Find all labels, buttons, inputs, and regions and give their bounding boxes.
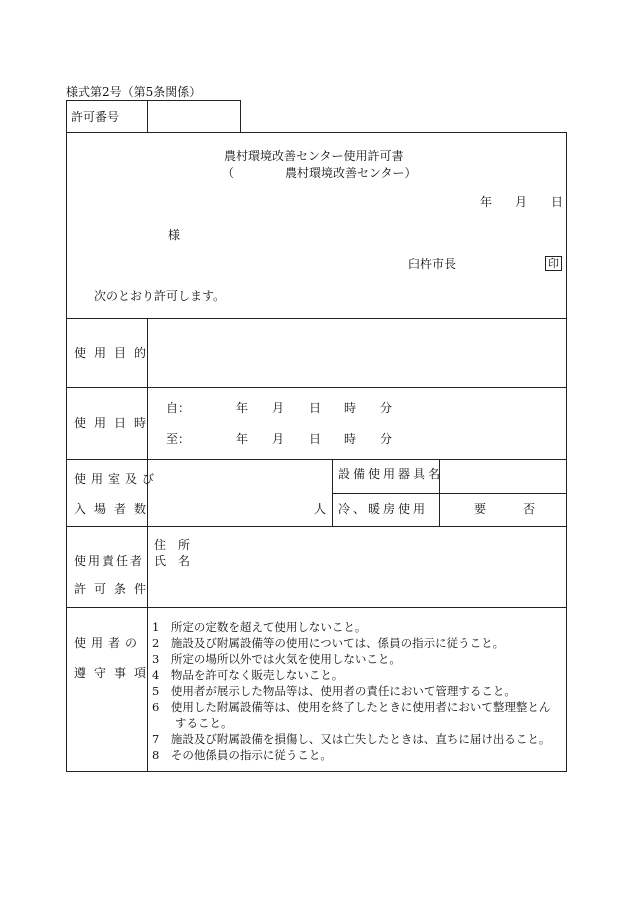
rule-item: 4 物品を許可なく販売しないこと。 [152,668,344,682]
date-day: 日 [551,195,564,209]
to-year: 年 [236,432,249,446]
person-unit: 人 [314,502,327,516]
date-year: 年 [480,195,493,209]
to-day: 日 [309,432,322,446]
from-month: 月 [272,401,285,415]
rule-item: 7 施設及び附属設備を損傷し、又は亡失したときは、直ちに届け出ること。 [152,732,551,746]
row-divider [66,318,567,319]
subtitle-facility: 農村環境改善センター） [285,166,417,180]
issuer-name: 臼杵市長 [408,257,457,271]
label-column-divider [147,318,148,772]
to-hour: 時 [344,432,357,446]
room-label-line2: 入場者数 [74,502,155,516]
column-divider [332,459,333,526]
name-label: 氏 名 [154,554,191,568]
from-label: 自： [166,401,191,415]
rules-label-line2: 遵守事項 [74,666,155,680]
to-label: 至： [166,432,191,446]
purpose-label: 使用目的 [74,346,155,360]
document-title: 農村環境改善センター使用許可書 [224,149,404,163]
row-divider [66,387,567,388]
row-divider [66,459,567,460]
from-hour: 時 [344,401,357,415]
row-divider [332,493,567,494]
subtitle-open-paren: （ [222,166,235,180]
date-month: 月 [515,195,528,209]
form-number-label: 様式第2号（第5条関係） [66,85,202,99]
from-day: 日 [309,401,322,415]
rule-item: 2 施設及び附属設備等の使用については、係員の指示に従うこと。 [152,636,505,650]
from-minute: 分 [380,401,393,415]
room-label-line1: 使用室及び [74,472,160,486]
aircon-label: 冷、暖房使用 [338,502,429,516]
row-divider [66,526,567,527]
address-label: 住 所 [154,538,191,552]
equipment-label: 設備使用器具名 [338,467,444,481]
responsible-label-line2: 許可条件 [74,582,155,596]
aircon-required[interactable]: 要 [474,502,487,516]
row-divider [66,607,567,608]
addressee-suffix: 様 [168,228,181,242]
permit-number-label: 許可番号 [71,110,120,124]
seal-mark: 印 [545,256,562,271]
rule-item: 8 その他係員の指示に従うこと。 [152,748,332,762]
to-minute: 分 [380,432,393,446]
to-month: 月 [272,432,285,446]
from-year: 年 [236,401,249,415]
rule-item: すること。 [152,716,233,730]
divider [147,100,148,133]
permit-statement: 次のとおり許可します。 [94,289,226,303]
datetime-label: 使用日時 [74,416,155,430]
rule-item: 5 使用者が展示した物品等は、使用者の責任において管理すること。 [152,684,516,698]
rule-item: 6 使用した附属設備等は、使用を終了したときに使用者において整理整とん [152,700,551,714]
rules-label-line1: 使用者の [74,636,143,650]
responsible-label-line1: 使用責任者 [74,554,145,568]
rule-item: 3 所定の場所以外では火気を使用しないこと。 [152,652,401,666]
rule-item: 1 所定の定数を超えて使用しないこと。 [152,620,367,634]
aircon-not-required[interactable]: 否 [523,502,536,516]
